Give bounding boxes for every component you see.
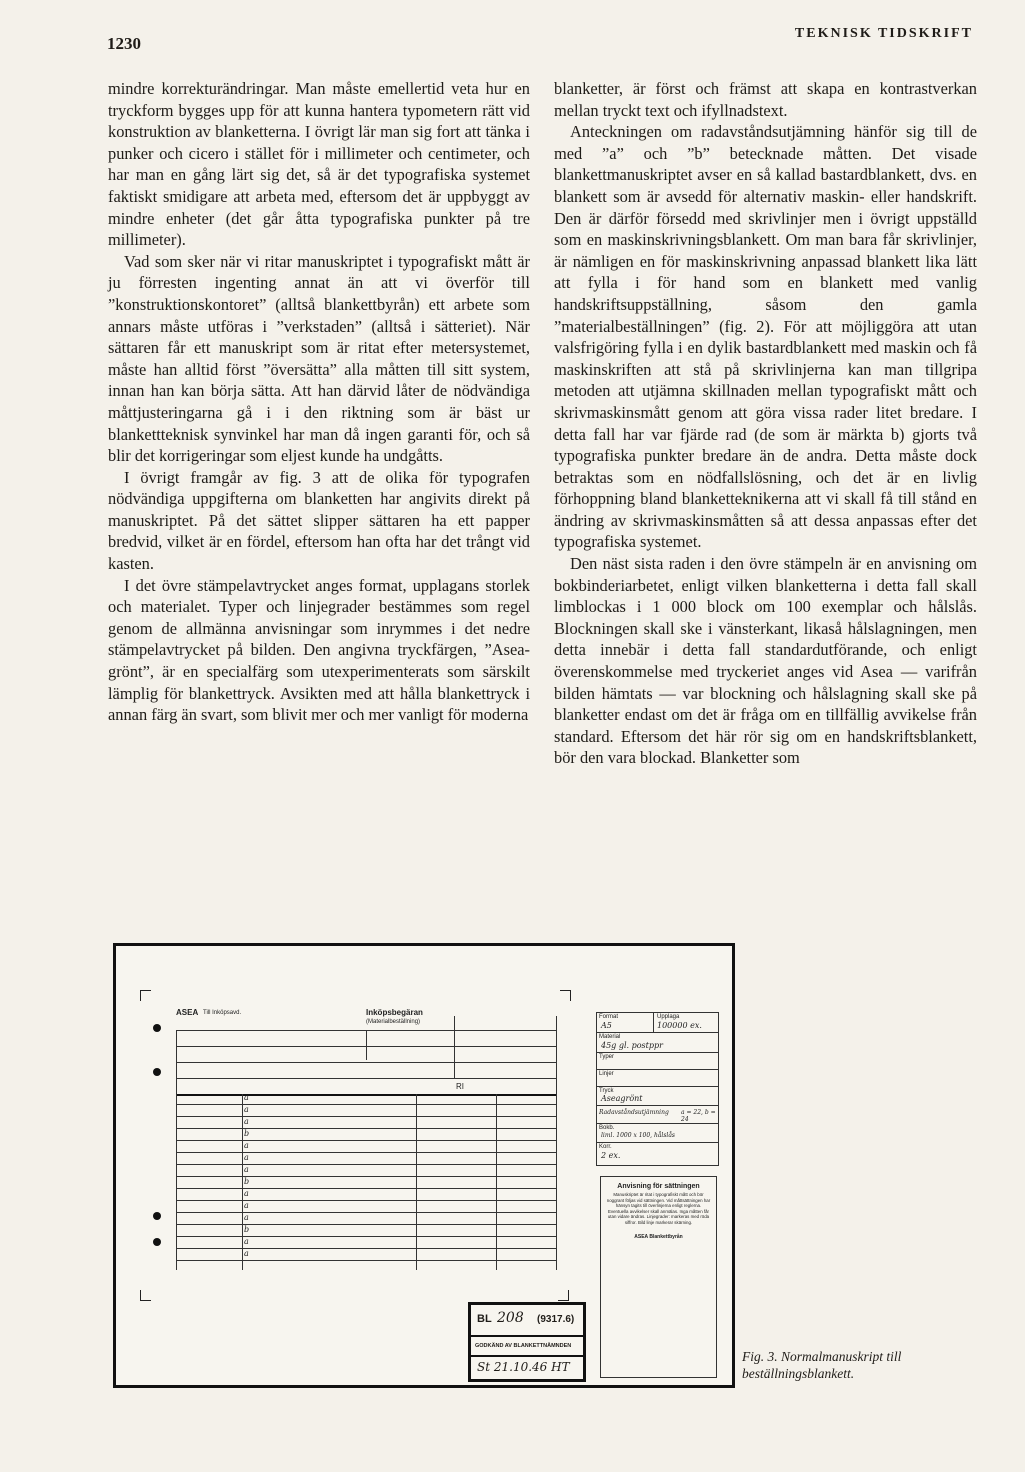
- journal-title: TEKNISK TIDSKRIFT: [794, 26, 973, 41]
- form-row-line: [176, 1200, 556, 1201]
- figure-caption: Fig. 3. Normalmanuskript till beställningsblankett.: [742, 1349, 902, 1381]
- spec-format-label: Format: [599, 1014, 619, 1020]
- form-row-mark: a: [244, 1201, 249, 1210]
- spec-stamp: [596, 1012, 719, 1166]
- typesetting-notice: [600, 1176, 717, 1378]
- crop-mark: [140, 990, 151, 1001]
- form-row-line: [176, 1152, 556, 1153]
- stamp-code-number: 208: [497, 1310, 524, 1326]
- form-company: ASEA: [176, 1008, 199, 1017]
- form-rule: [176, 1078, 556, 1079]
- crop-mark: [560, 990, 571, 1001]
- spec-binding-value: liml. 1000 x 100, hålslås: [601, 1132, 676, 1139]
- form-row-mark: b: [244, 1177, 250, 1186]
- paragraph: Den näst sista raden i den övre stämpeln är en anvisning om bokbinderiarbetet, enligt vilken blanketterna i detta fall skall limblockas i 1 000 block om 100 exemplar och hålslås. Blockningen skall ske i vänsterkant, likaså hålslagningen, men detta innebär i detta fall standardutförande, och enligt överenskommelse med tryckeriet anges vid Asea — varifrån bilden hämtats — var blockning och hålslagning skall ske på blanketter endast om det är fråga om en tillfällig avvikelse från standard. Eftersom det här rör sig om en handskriftsblankett, bör den vara blockad. Blanketter som: [554, 554, 977, 768]
- spec-lines-label: Linjer: [599, 1071, 614, 1077]
- paragraph: I övrigt framgår av fig. 3 att de olika för typografen nödvändiga uppgifterna om blanketten har angivits direkt på manuskriptet. På det sättet slipper sättaren ha ett papper bredvid, vilket är en fördel, eftersom han ofta har det trångt vid kasten.: [108, 467, 530, 574]
- form-rule: [176, 1030, 177, 1270]
- form-row-mark: a: [244, 1165, 249, 1174]
- spec-edition-value: 100000 ex.: [657, 1021, 702, 1030]
- form-rule: [556, 1016, 557, 1270]
- form-title: Inköpsbegäran: [366, 1008, 423, 1017]
- form-row-line: [176, 1248, 556, 1249]
- form-row-mark: a: [244, 1141, 249, 1150]
- spec-spacing-label: Radavståndsutjämning: [599, 1109, 669, 1116]
- paragraph: I det övre stämpelavtrycket anges format, upplagans storlek och materialet. Typer och linjegrader bestämmes som regel genom de allmänna anvisningar som inrymmes i det nedre stämpelavtrycket på bilden. Den angivna tryckfärgen, ”Asea-grönt”, är en specialfärg som utexperimenterats som särskilt lämplig för blankettryck. Avsikten med att hålla blankettryck i annan färg än svart, som blivit mer och mer vanligt för moderna: [108, 575, 530, 725]
- spec-binding-label: Bokb.: [599, 1125, 615, 1131]
- form-rule: [176, 1094, 556, 1096]
- punch-hole: [153, 1212, 161, 1220]
- form-to-label: Till Inköpsavd.: [203, 1010, 242, 1016]
- left-column: [108, 78, 530, 726]
- form-rule: [242, 1094, 243, 1270]
- form-row-line: [176, 1164, 556, 1165]
- form-row-mark: a: [244, 1249, 249, 1258]
- punch-hole: [153, 1024, 161, 1032]
- form-row-mark: a: [244, 1153, 249, 1162]
- notice-body: Manuskriptet är ritat i typografiskt mått och bör noggrant följas vid sättningen. Vid måttsättningen har hänsyn tagits till överlinjerna enligt reglerna. Eventuella avvikelser skall anmälas. Inga måtten får utan vidare ändras. Linjegrader: markeras med röda siffror. Bild linje markerar skärning.: [606, 1192, 711, 1225]
- paragraph: mindre korrekturändringar. Man måste emellertid veta hur en tryckform bygges upp för att kunna hantera typometern rätt vid konstruktion av blanketterna. I övrigt lär man sig fort att tänka i punker och cicero i stället för i millimeter och centimeter, och har man en gång lärt sig det, så är det typografiska systemet faktiskt smidigare att arbeta med, eftersom det är uppbyggt av mindre enheter (det går åtta typografiska punkter på tre millimeter).: [108, 79, 530, 250]
- form-row-line: [176, 1224, 556, 1225]
- paragraph: blanketter, är först och främst att skapa en kontrastverkan mellan tryckt text och ifyllnadstext.: [554, 79, 977, 120]
- crop-mark: [558, 1290, 569, 1301]
- form-row-line: [176, 1176, 556, 1177]
- form-row-line: [176, 1236, 556, 1237]
- form-row-line: [176, 1188, 556, 1189]
- stamp-approved-label: GODKÄND AV BLANKETTNÄMNDEN: [475, 1343, 572, 1349]
- form-rule: [176, 1062, 556, 1063]
- form-ri-label: RI: [456, 1082, 464, 1091]
- stamp-code-prefix: BL: [477, 1313, 492, 1325]
- notice-footer: ASEA Blankettbyrån: [634, 1233, 683, 1240]
- punch-hole: [153, 1068, 161, 1076]
- form-row-mark: a: [244, 1237, 249, 1246]
- stamp-approved-value: St 21.10.46 HT: [477, 1360, 570, 1374]
- spec-print-label: Tryck: [599, 1088, 614, 1094]
- spec-format-value: A5: [601, 1021, 612, 1030]
- punch-hole: [153, 1238, 161, 1246]
- form-row-mark: a: [244, 1213, 249, 1222]
- form-row-mark: a: [244, 1117, 249, 1126]
- form-row-mark: b: [244, 1225, 250, 1234]
- form-row-line: [176, 1128, 556, 1129]
- form-row-line: [176, 1116, 556, 1117]
- spec-material-label: Material: [599, 1034, 621, 1040]
- approval-stamp: [468, 1302, 586, 1382]
- crop-mark: [140, 1290, 151, 1301]
- spec-corr-value: 2 ex.: [601, 1151, 621, 1160]
- spec-print-value: Aseagrönt: [601, 1094, 643, 1103]
- form-row-line: [176, 1104, 556, 1105]
- paragraph: Vad som sker när vi ritar manuskriptet i typografiskt mått är ju förresten ingenting annat än att vi överför till ”konstruktionskontoret” (alltså blankettbyrån) ett arbete som annars måste utföras i ”verkstaden” (alltså i sätteriet). När sättaren får ett manuskript som är ritat efter metersystemet, måste han alltid först ”översätta” alla måtten till sitt system, innan han kan börja sätta. Att han därvid låter de nödvändiga måttjusteringarna gå i i den riktning som är bäst ur blankettteknisk synvinkel har man då ingen garanti för, och så blir det korrigeringar som eljest kunde ha undgåtts.: [108, 251, 530, 466]
- form-row-mark: b: [244, 1129, 250, 1138]
- right-column: [554, 78, 977, 769]
- spec-material-value: 45g gl. postppr: [601, 1041, 663, 1050]
- form-row-mark: a: [244, 1093, 249, 1102]
- page-number: 1230: [107, 34, 141, 53]
- form-subtitle: (Materialbeställning): [366, 1019, 421, 1025]
- spec-spacing-value: a = 22, b = 24: [681, 1109, 716, 1123]
- stamp-code-suffix: (9317.6): [537, 1314, 575, 1325]
- form-row-mark: a: [244, 1105, 249, 1114]
- form-row-line: [176, 1140, 556, 1141]
- form-row-mark: a: [244, 1189, 249, 1198]
- spec-types-label: Typer: [599, 1054, 615, 1060]
- form-row-line: [176, 1212, 556, 1213]
- notice-title: Anvisning för sättningen: [617, 1183, 700, 1190]
- form-rule: [496, 1094, 497, 1270]
- spec-corr-label: Korr.: [599, 1144, 612, 1150]
- paragraph: Anteckningen om radavståndsutjämning hänför sig till de med ”a” och ”b” betecknade måtten. Det visade blankettmanuskriptet avser en så kallad bastardblankett, dvs. en blankett som är avsedd för alternativ maskin- eller handskrift. Den är därför försedd med skrivlinjer men i övrigt uppställd som en maskinskrivningsblankett. Om man bara får skrivlinjer, är nämligen en för maskinskrivning anpassad blankett lika lätt att fylla i för hand som en blankett med vanlig handskriftsuppställning, såsom den gamla ”materialbeställningen” (fig. 2). För att möjliggöra att utan valsfrigöring fylla i en dylik bastardblankett med maskin och få maskinskriften att stå på skrivlinjerna kan man tillgripa metoden att utjämna skillnaden mellan typografiskt mått och skrivmaskinsmått genom att göra vissa rader litet bredare. I detta fall har var fjärde rad (de som är märkta b) gjorts två typografiska punkter bredare än de andra. Detta måste dock betraktas som en nödfallslösning, och det är en livlig förhoppning bland blanketteknikerna att vi skall få till stånd en ändring av skrivmaskinsmåtten så att dessa anpassas efter det typografiska systemet.: [554, 122, 977, 552]
- form-rule: [416, 1094, 417, 1270]
- spec-edition-label: Upplaga: [657, 1014, 680, 1020]
- form-row-line: [176, 1260, 556, 1261]
- form-rule: [366, 1030, 367, 1060]
- form-rule: [454, 1016, 455, 1078]
